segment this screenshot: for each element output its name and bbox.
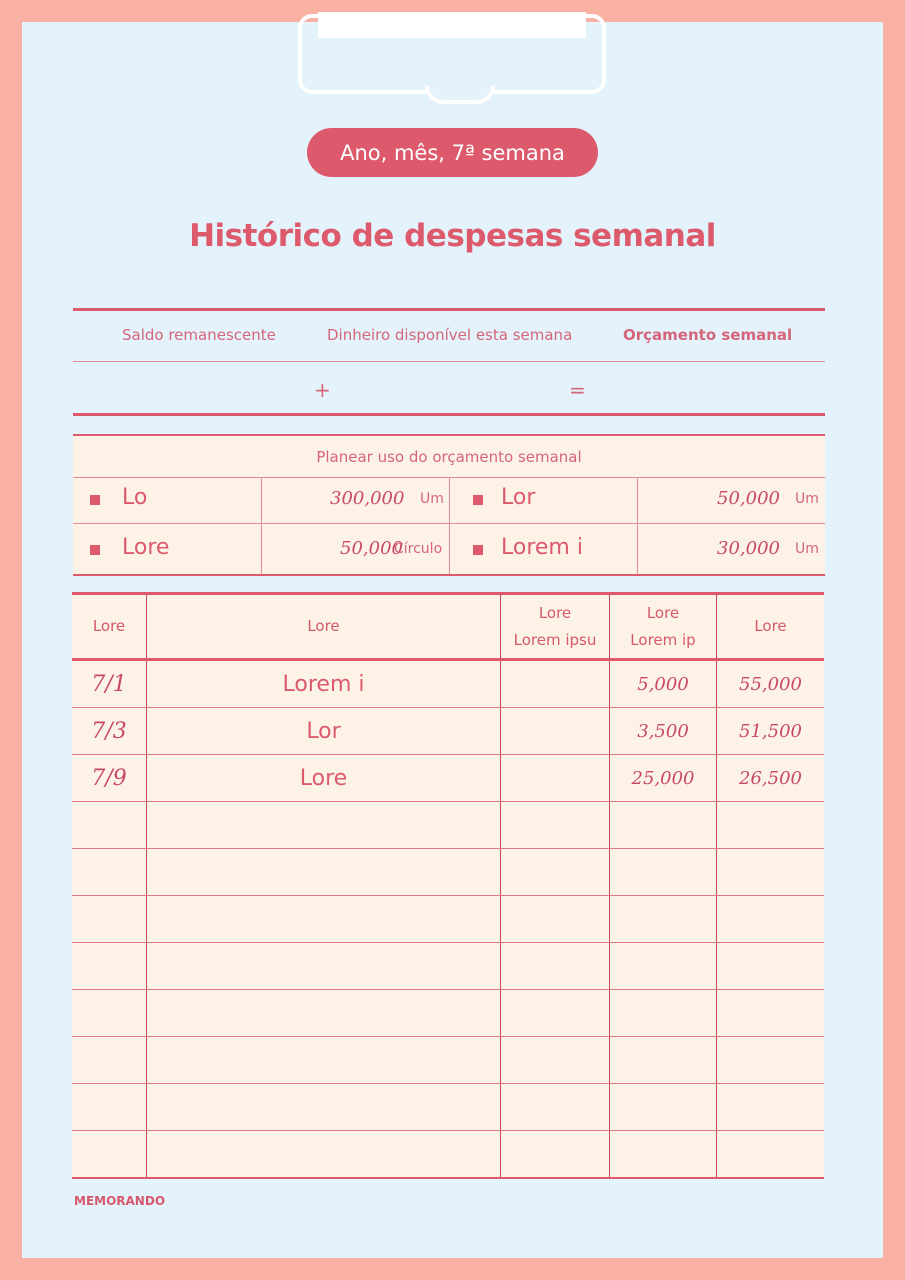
- plan-item-name: Lor: [501, 485, 536, 510]
- summary-mid-rule: [73, 361, 825, 362]
- week-pill: Ano, mês, 7ª semana: [307, 128, 598, 177]
- ledger-row-rule: [72, 801, 824, 802]
- header-sublabel: Lorem ipsu: [513, 630, 597, 649]
- bullet-square-icon: [90, 545, 100, 555]
- summary-top-rule: [73, 308, 825, 311]
- plan-item-amount: 300,000: [330, 488, 405, 509]
- header-sublabel: Lorem ip: [630, 630, 696, 649]
- ledger-col-divider: [500, 595, 501, 1179]
- ledger-bottom-rule: [72, 1177, 824, 1179]
- ledger-row-rule: [72, 942, 824, 943]
- row-date: 7/1: [91, 671, 127, 697]
- row-item: Lor: [306, 718, 341, 744]
- plan-item-amount: 50,000: [340, 538, 403, 559]
- header-label: Lore: [307, 617, 340, 635]
- row-balance: 51,500: [739, 720, 802, 742]
- summary-header-available: Dinheiro disponível esta semana: [327, 326, 573, 344]
- header-label: Lore: [538, 603, 572, 622]
- ledger-row-rule: [72, 989, 824, 990]
- row-balance: 26,500: [739, 767, 802, 789]
- ledger-header-balance: [717, 595, 824, 658]
- plan-divider-3: [637, 477, 638, 574]
- summary-bottom-rule: [73, 413, 825, 416]
- header-label: Lore: [754, 617, 787, 635]
- ledger-row-rule: [72, 895, 824, 896]
- summary-equals-sign: =: [569, 378, 586, 402]
- plan-item-amount: 30,000: [717, 538, 780, 559]
- row-balance: 55,000: [739, 673, 802, 695]
- plan-divider-1: [261, 477, 262, 574]
- summary-header-budget: Orçamento semanal: [623, 326, 793, 344]
- plan-item-amount: 50,000: [717, 488, 780, 509]
- ledger-header-income: [501, 595, 609, 658]
- header-label: Lore: [92, 617, 126, 635]
- plan-bottom-rule: [73, 574, 825, 576]
- row-expense: 5,000: [637, 673, 689, 695]
- plan-item-unit: Um: [795, 491, 819, 507]
- ledger-header-item: [147, 595, 500, 658]
- memo-footer-label: MEMORANDO: [74, 1194, 166, 1208]
- ledger-row-rule: [72, 1130, 824, 1131]
- row-date: 7/9: [91, 765, 127, 791]
- bullet-square-icon: [473, 495, 483, 505]
- clipboard-clip-bar: [318, 12, 586, 38]
- page-title: Histórico de despesas semanal: [189, 218, 716, 254]
- summary-header-remaining: Saldo remanescente: [122, 326, 276, 344]
- ledger-header-date: [72, 595, 146, 658]
- bullet-square-icon: [90, 495, 100, 505]
- summary-plus-sign: +: [314, 378, 331, 402]
- ledger-row-rule: [72, 1083, 824, 1084]
- row-item: Lore: [299, 765, 348, 791]
- row-item: Lorem i: [282, 671, 365, 697]
- plan-caption: Planear uso do orçamento semanal: [316, 448, 582, 466]
- plan-item-unit: Um: [420, 491, 444, 507]
- ledger-row-rule: [72, 848, 824, 849]
- plan-item-name: Lo: [122, 485, 148, 510]
- plan-item-name: Lorem i: [501, 535, 583, 560]
- bullet-square-icon: [473, 545, 483, 555]
- clipboard-clip-tab: [425, 86, 495, 104]
- row-date: 7/3: [91, 718, 127, 744]
- plan-item-unit: Um: [795, 541, 819, 557]
- budget-summary: [73, 308, 825, 416]
- budget-plan: [73, 434, 825, 576]
- plan-item-unit: Círculo: [394, 541, 443, 557]
- plan-top-rule: [73, 434, 825, 436]
- plan-divider-2: [449, 477, 450, 574]
- header-label: Lore: [646, 603, 680, 622]
- plan-item-name: Lore: [122, 535, 170, 560]
- ledger-row-rule: [72, 1036, 824, 1037]
- row-expense: 25,000: [631, 767, 695, 789]
- row-expense: 3,500: [637, 720, 689, 742]
- ledger-header-expense: [610, 595, 716, 658]
- expense-ledger-table: [72, 592, 824, 1179]
